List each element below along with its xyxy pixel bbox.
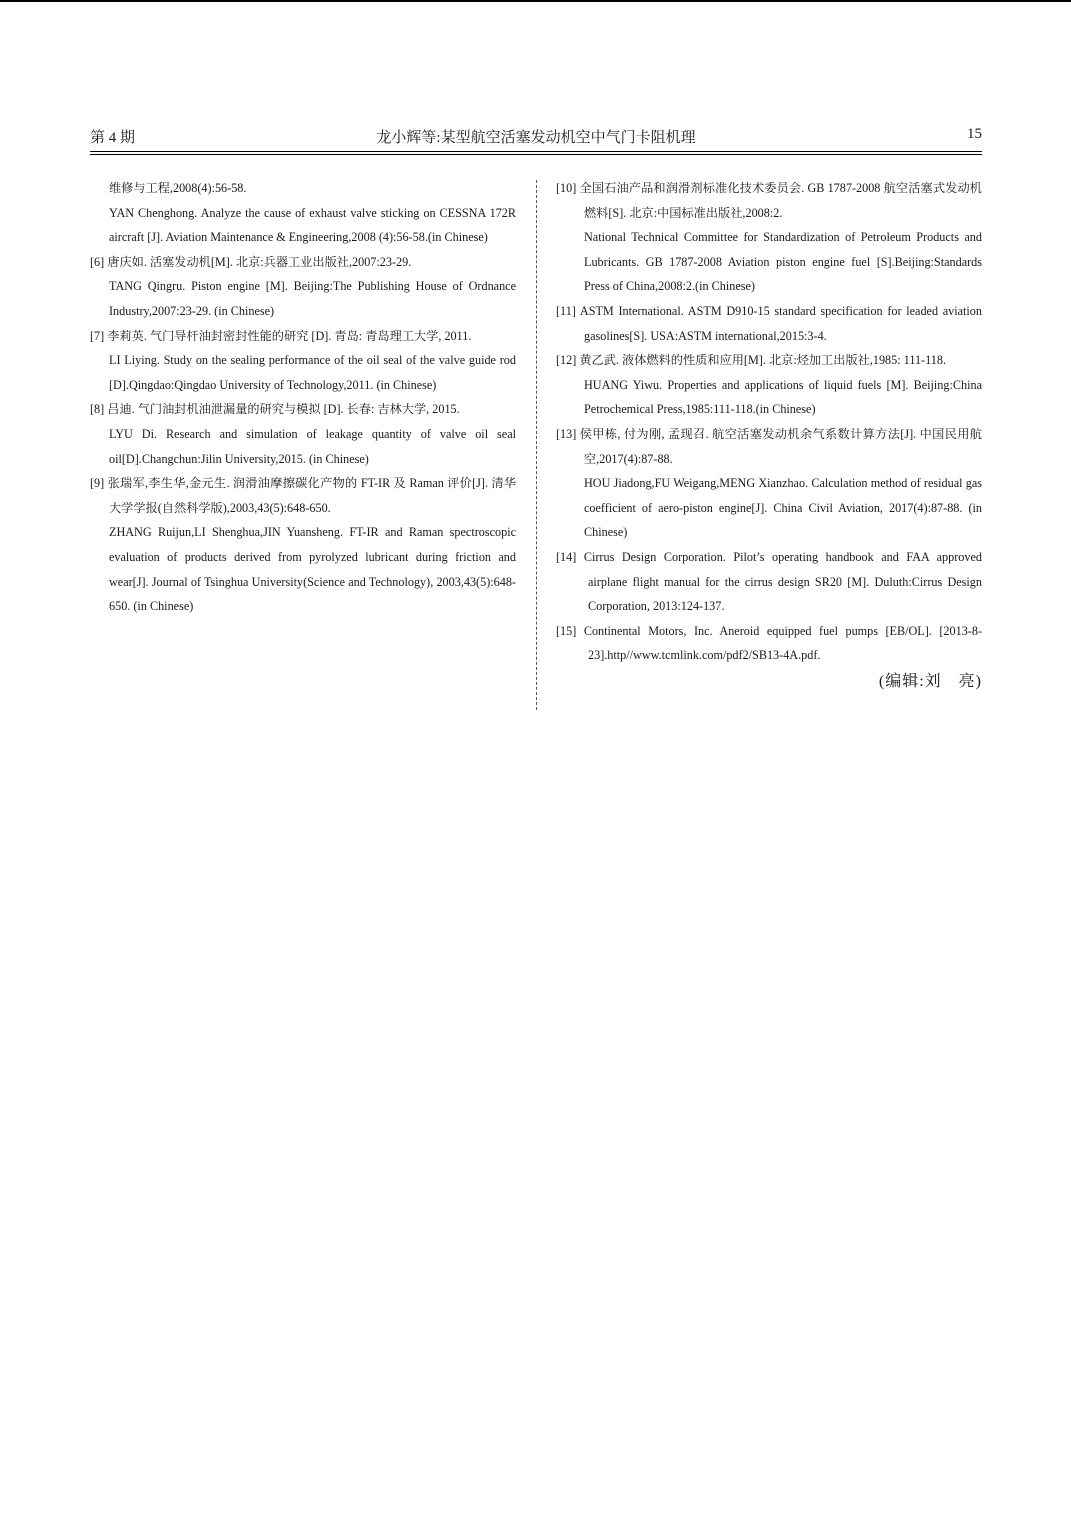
reference-entry (556, 176, 982, 225)
reference-number: [9] (90, 476, 105, 491)
continued-reference-cn: 维修与工程,2008(4):56-58. (109, 181, 247, 195)
reference-entry (90, 397, 516, 422)
reference-number: [12] (556, 353, 577, 368)
reference-entry (556, 422, 982, 471)
reference-text-cn: 吕迪. 气门油封机油泄漏量的研究与模拟 [D]. 长春: 吉林大学, 2015. (107, 402, 460, 417)
editor-credit: (编辑:刘 亮) (878, 672, 982, 690)
reference-entry (90, 324, 516, 349)
reference-text-en: LYU Di. Research and simulation of leakage quantity of valve oil seal oil[D].Changchun:Jilin University,2015. (in Chinese) (109, 426, 516, 466)
reference-entry (556, 299, 982, 348)
running-header (90, 126, 982, 148)
reference-entry (556, 545, 982, 619)
reference-text-en: LI Liying. Study on the sealing performance of the oil seal of the valve guide rod [D].Qingdao:Qingdao University of Technology,2011. (in Chinese) (109, 353, 516, 392)
reference-text-cn: 张瑞军,李生华,金元生. 润滑油摩擦碳化产物的 FT-IR 及 Raman 评价[J]. 清华大学学报(自然科学版),2003,43(5):648-650. (107, 476, 517, 515)
column-divider (536, 180, 537, 710)
reference-text-cn: 黄乙武. 液体燃料的性质和应用[M]. 北京:烃加工出版社,1985: 111-118. (579, 353, 946, 368)
reference-entry (90, 250, 516, 275)
reference-number: [6] (90, 254, 105, 269)
reference-number: [13] (556, 426, 577, 441)
reference-entry (556, 348, 982, 373)
reference-text: ASTM International. ASTM D910-15 standard specification for leaded aviation gasolines[S]. USA:ASTM international,2015:3-4. (579, 303, 982, 343)
running-title: 龙小辉等:某型航空活塞发动机空中气门卡阻机理 (376, 130, 696, 146)
reference-text-en: TANG Qingru. Piston engine [M]. Beijing:The Publishing House of Ordnance Industry,2007:23-29. (in Chinese) (109, 279, 516, 318)
header-rule-bottom (90, 154, 982, 155)
reference-entry (90, 471, 516, 520)
reference-number: [7] (90, 328, 105, 343)
left-column (90, 176, 516, 619)
reference-text-en: HOU Jiadong,FU Weigang,MENG Xianzhao. Calculation method of residual gas coefficient of aero-piston engine[J]. China Civil Aviation, 2017(4):87-88. (in Chinese) (584, 476, 982, 540)
reference-text-en: ZHANG Ruijun,LI Shenghua,JIN Yuansheng. FT-IR and Raman spectroscopic evaluation of products derived from pyrolyzed lubricant during friction and wear[J]. Journal of Tsinghua University(Science and Technology), 2003,43(5):648-650. (in Chinese) (109, 525, 516, 614)
reference-text-cn: 李莉英. 气门导杆油封密封性能的研究 [D]. 青岛: 青岛理工大学, 2011. (107, 328, 472, 343)
header-rule-top (90, 151, 982, 152)
issue-number: 第 4 期 (90, 130, 136, 146)
reference-number: [11] (556, 303, 576, 318)
reference-text: Cirrus Design Corporation. Pilot’s operating handbook and FAA approved airplane flight manual for the cirrus design SR20 [M]. Duluth:Cirrus Design Corporation, 2013:124-137. (583, 549, 982, 614)
top-border-line (0, 0, 1071, 2)
right-column (556, 176, 982, 694)
reference-text-cn: 唐庆如. 活塞发动机[M]. 北京:兵器工业出版社,2007:23-29. (107, 254, 412, 269)
reference-text-en: HUANG Yiwu. Properties and applications of liquid fuels [M]. Beijing:China Petrochemical Press,1985:111-118.(in Chinese) (584, 377, 982, 417)
page-number: 15 (967, 126, 982, 142)
reference-number: [8] (90, 402, 105, 417)
continued-reference-en: YAN Chenghong. Analyze the cause of exhaust valve sticking on CESSNA 172R aircraft [J]. Aviation Maintenance & Engineering,2008 (4):56-58.(in Chinese) (109, 205, 516, 245)
reference-number: [14] (556, 549, 577, 564)
reference-entry (556, 619, 982, 668)
reference-text-en: National Technical Committee for Standardization of Petroleum Products and Lubricants. GB 1787-2008 Aviation piston engine fuel [S].Beijing:Standards Press of China,2008:2.(in Chinese) (584, 230, 982, 294)
reference-number: [10] (556, 181, 577, 195)
reference-text-cn: 侯甲栋, 付为刚, 孟现召. 航空活塞发动机余气系数计算方法[J]. 中国民用航空,2017(4):87-88. (579, 426, 982, 466)
reference-text: Continental Motors, Inc. Aneroid equipped fuel pumps [EB/OL]. [2013-8-23].http//www.tcmlink.com/pdf2/SB13-4A.pdf. (583, 623, 983, 663)
reference-number: [15] (556, 623, 577, 638)
reference-text-cn: 全国石油产品和润滑剂标准化技术委员会. GB 1787-2008 航空活塞式发动机燃料[S]. 北京:中国标准出版社,2008:2. (579, 181, 982, 220)
